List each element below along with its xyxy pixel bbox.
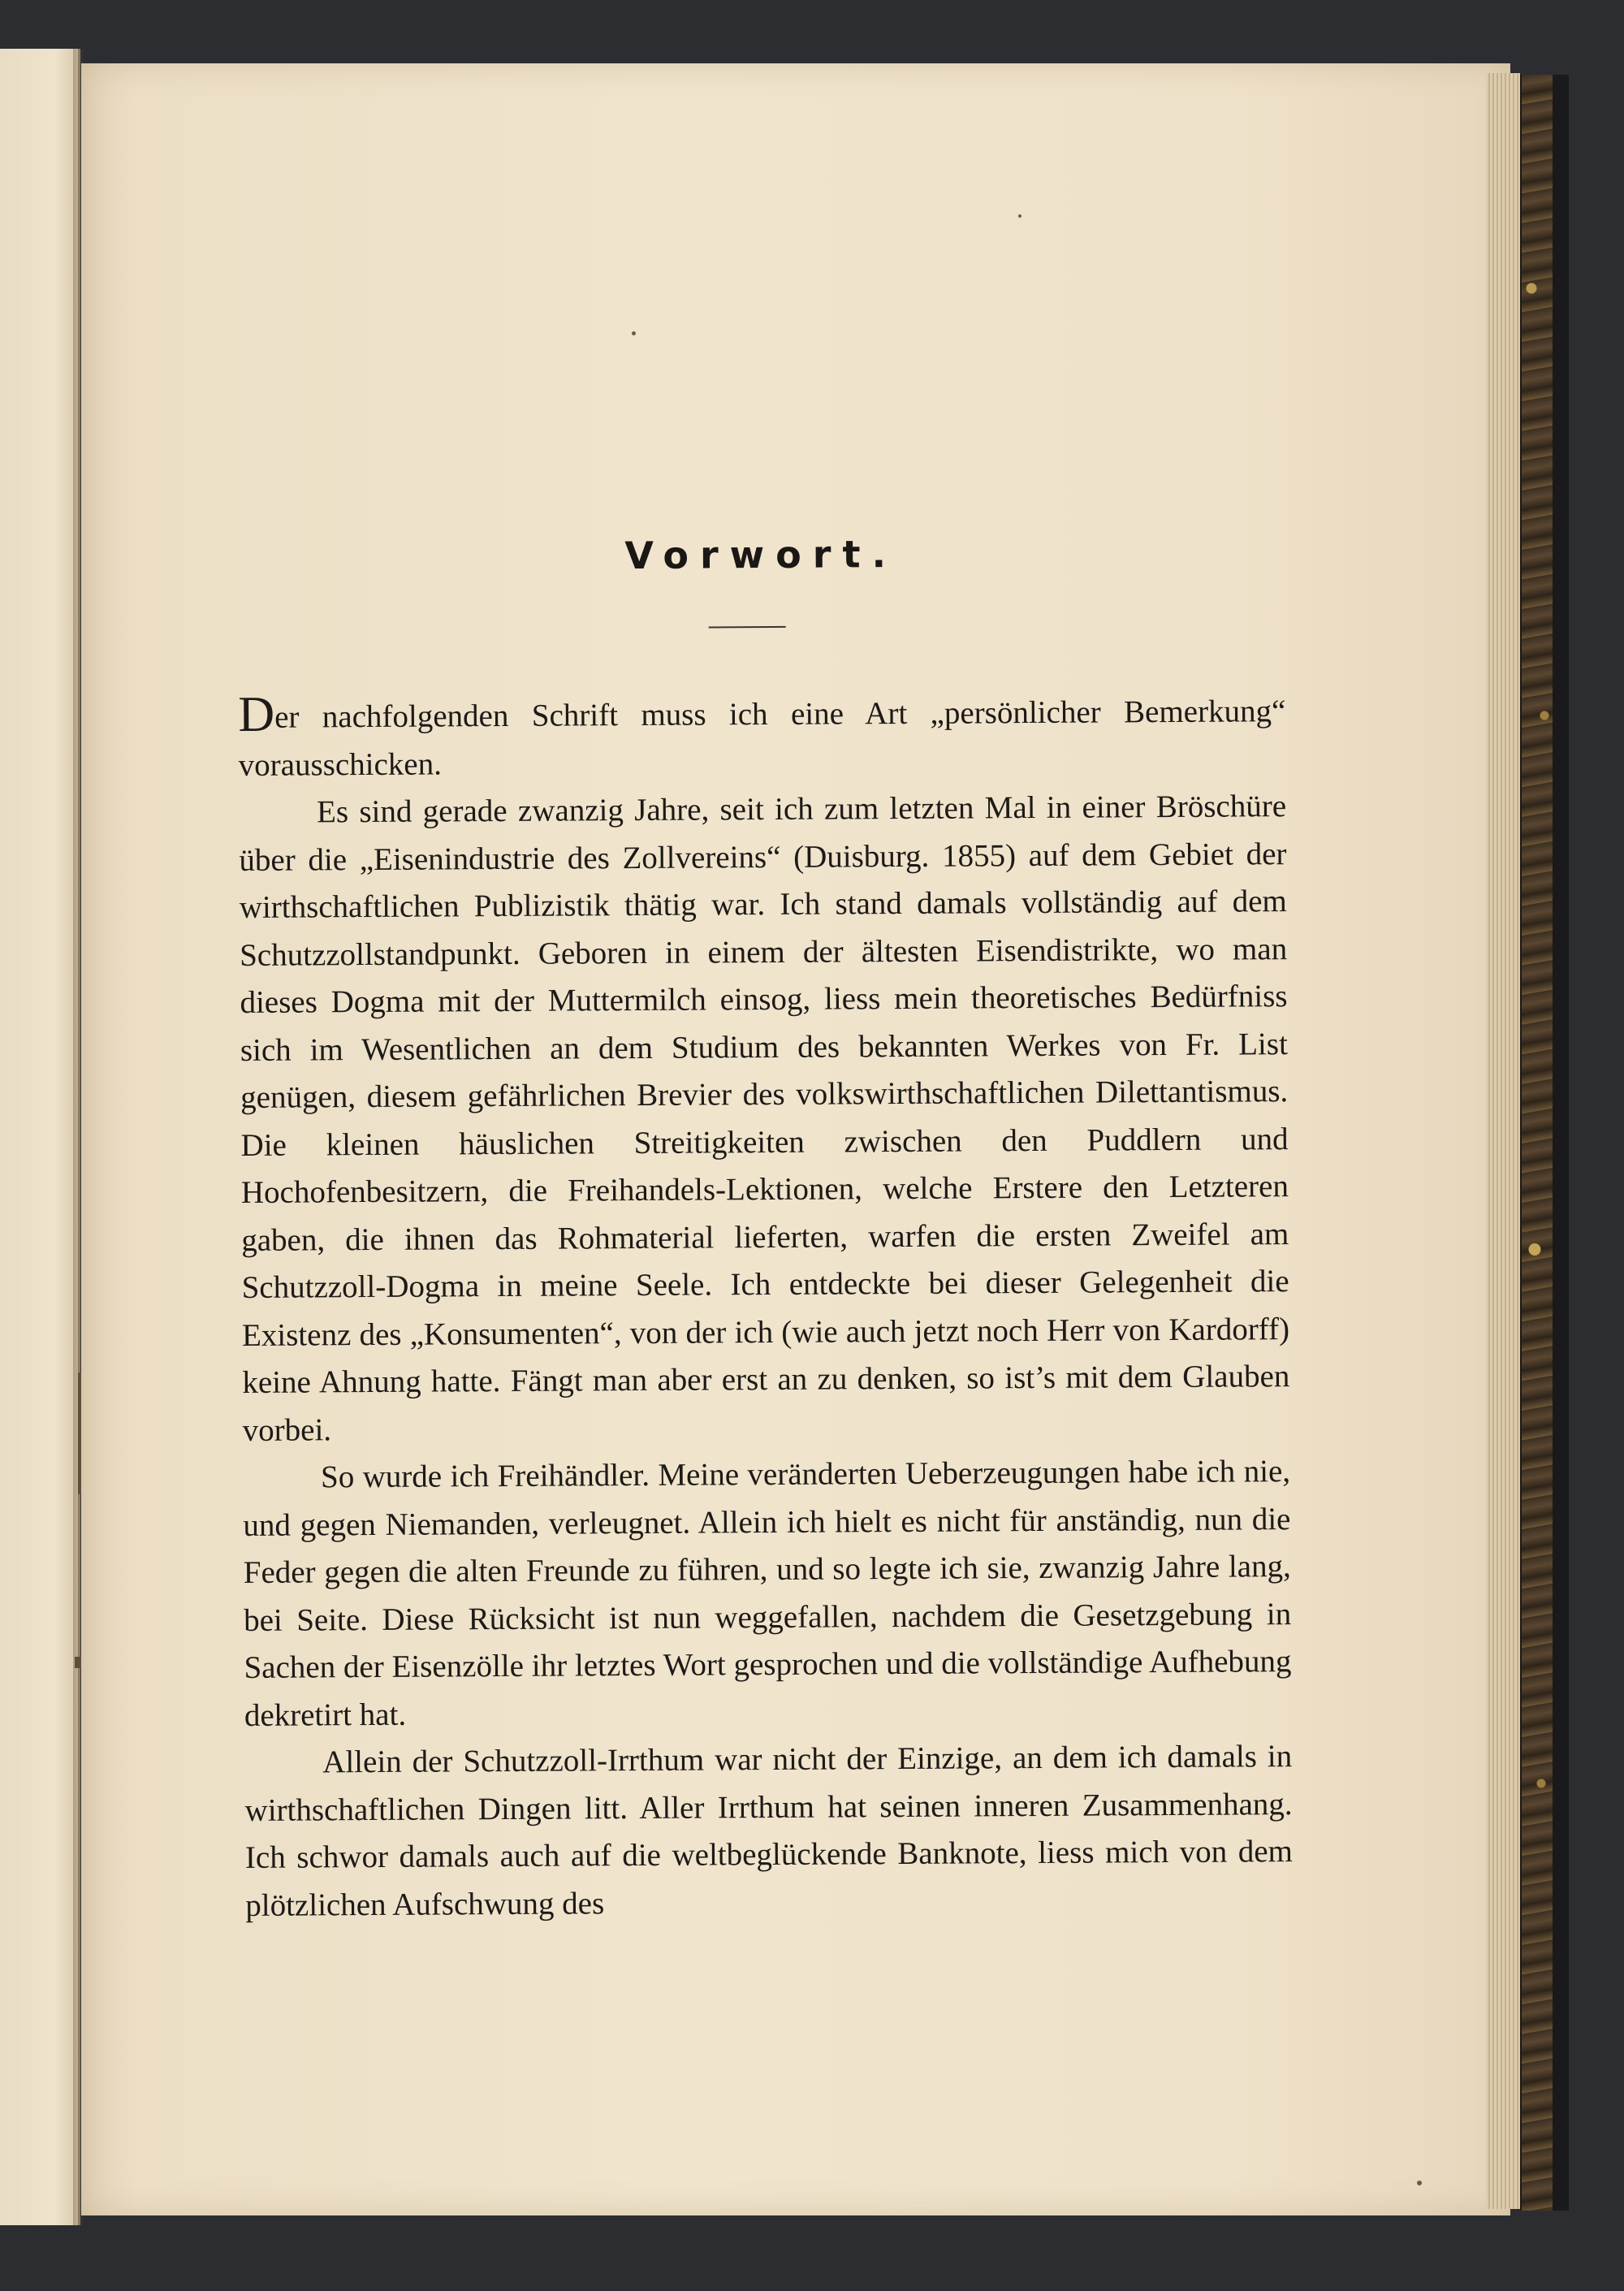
drop-cap: D: [238, 686, 275, 742]
page-stack-edges: [1486, 73, 1520, 2209]
paragraph: So wurde ich Freihändler. Meine veränderten Ueberzeugungen habe ich nie, und gegen Niemanden, verleugnet. Allein ich hielt es nicht für anständig, nun die Feder gegen die alten Freunde zu führen, und so legte ich sie, zwanzig Jahre lang, bei Seite. Diese Rücksicht ist nun weggefallen, nachdem die Gesetzgebung in Sachen der Eisenzölle ihr letztes Wort gesprochen und die vollständige Aufhebung dekretirt hat.: [243, 1454, 1292, 1733]
left-page-edge: [0, 49, 80, 2225]
page-title: Vorwort.: [624, 532, 898, 578]
paper-speck: [1417, 2181, 1422, 2185]
paragraph: Allein der Schutzzoll-Irrthum war nicht der Einzige, an dem ich damals in wirthschaftlichen Dingen litt. Aller Irrthum hat seinen inneren Zusammenhang. Ich schwor damals auch auf die weltbeglückende Banknote, liess mich von dem plötzlichen Aufschwung des: [244, 1739, 1294, 1923]
body-text: [238, 688, 1293, 1930]
paper-speck: [632, 331, 636, 335]
paragraph: Es sind gerade zwanzig Jahre, seit ich zum letzten Mal in einer Bröschüre über die „Eisenindustrie des Zollvereins“ (Duisburg. 1855) auf dem Gebiet der wirthschaftlichen Publizistik thätig war. Ich stand damals vollständig auf dem Schutzzollstandpunkt. Geboren in einem der ältesten Eisendistrikte, wo man dieses Dogma mit der Muttermilch einsog, liess mein theoretisches Bedürfniss sich im Wesentlichen an dem Studium des bekannten Werkes von Fr. List genügen, diesem gefährlichen Brevier des volkswirthschaftlichen Dilettantismus. Die kleinen häuslichen Streitigkeiten zwischen den Puddlern und Hochofenbesitzern, die Freihandels-Lektionen, welche Erstere den Letzteren gaben, die ihnen das Rohmaterial lieferten, warfen die ersten Zweifel am Schutzzoll-Dogma in meine Seele. Ich entdeckte bei dieser Gelegenheit die Existenz des „Konsumenten“, von der ich (wie auch jetzt noch Herr von Kardorff) keine Ahnung hatte. Fängt man aber erst an zu denken, so ist’s mit dem Glauben vorbei.: [239, 789, 1290, 1448]
marbled-cover: [1520, 75, 1554, 2211]
paper-speck: [1018, 214, 1021, 218]
paragraph: [238, 688, 1286, 789]
cover-spine-shadow: [1553, 75, 1569, 2211]
paragraph-text: er nachfolgenden Schrift muss ich eine Art „persönlicher Bemerkung“ vorausschicken.: [238, 694, 1286, 783]
